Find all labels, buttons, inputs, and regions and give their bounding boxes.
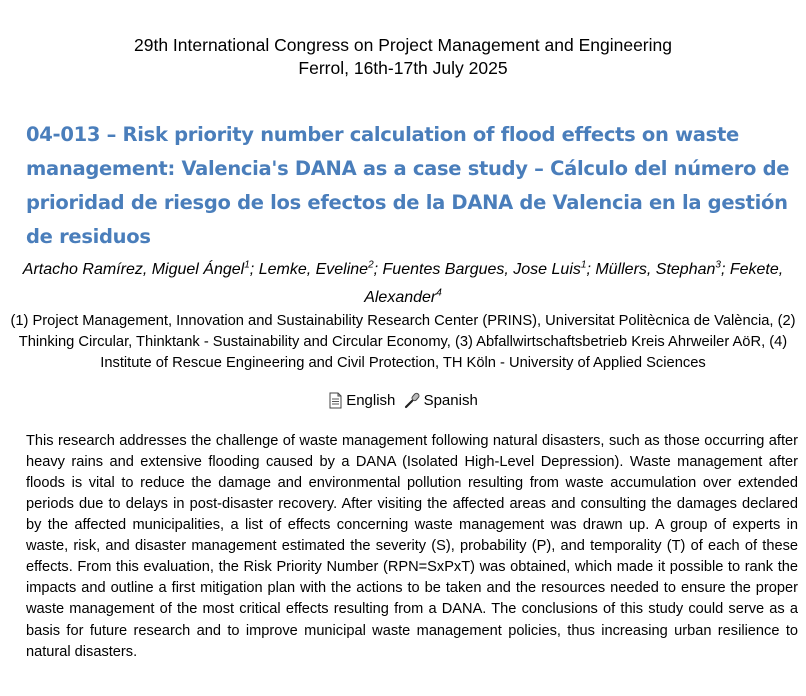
author: Lemke, Eveline$^2$; [258, 260, 383, 279]
english-label: English [346, 391, 396, 409]
affiliations: (1) Project Management, Innovation and Sustainability Research Center (PRINS), Universitat Politècnica de València, (2) Thinking Circular, Thinktank - Sustainability and Circular Economy, (3) Abfallwirtschaftsbetrieb Kreis Ahrweiler AöR, (4) Institute of Rescue Engineering and Civil Protection, TH Köln - University of Applied Sciences [10, 312, 796, 371]
author: Artacho Ramírez, Miguel Ángel$^1$; [22, 260, 259, 279]
authors [6, 254, 800, 309]
spanish-link[interactable] [404, 392, 478, 409]
english-link[interactable] [328, 392, 395, 409]
author: Fuentes Bargues, Jose Luis$^1$; [382, 260, 596, 279]
spanish-label: Spanish [423, 391, 478, 409]
paper-title: 04-013 – Risk priority number calculation of flood effects on waste management: Valencia's DANA as a case study – Cálculo del número de prioridad de riesgo de los efectos de la DANA de Valencia en la gestión de residuos [26, 123, 790, 248]
conference-header [0, 34, 806, 80]
author: Fekete, Alexander$^4$ [364, 261, 784, 306]
language-links [0, 392, 806, 413]
author: Müllers, Stephan$^3$; [595, 260, 730, 279]
conference-date-location: Ferrol, 16th-17th July 2025 [298, 58, 508, 78]
conference-name: 29th International Congress on Project Management and Engineering [134, 35, 672, 55]
microphone-icon [404, 392, 421, 409]
document-icon [328, 392, 343, 409]
abstract: This research addresses the challenge of waste management following natural disasters, such as those occurring after heavy rains and extensive flooding caused by a DANA (Isolated High-Level Depression). Waste management after floods is vital to reduce the damage and environmental pollution resulting from waste accumulation over extended periods due to delays in post-disaster recovery. After visiting the affected areas and consulting the damages declared by the affected municipalities, a list of effects concerning waste management was drawn up. A group of experts in waste, risk, and disaster management estimated the severity (S), probability (P), and temporality (T) of each of these effects. From this evaluation, the Risk Priority Number (RPN=SxPxT) was obtained, which made it possible to rank the impacts and outline a first mitigation plan with the actions to be taken and the resources needed to ensure the proper waste management of the most critical effects resulting from a DANA. The conclusions of this study could serve as a basis for future research and to improve municipal waste management policies, thus increasing urban resilience to natural disasters. [26, 432, 798, 660]
